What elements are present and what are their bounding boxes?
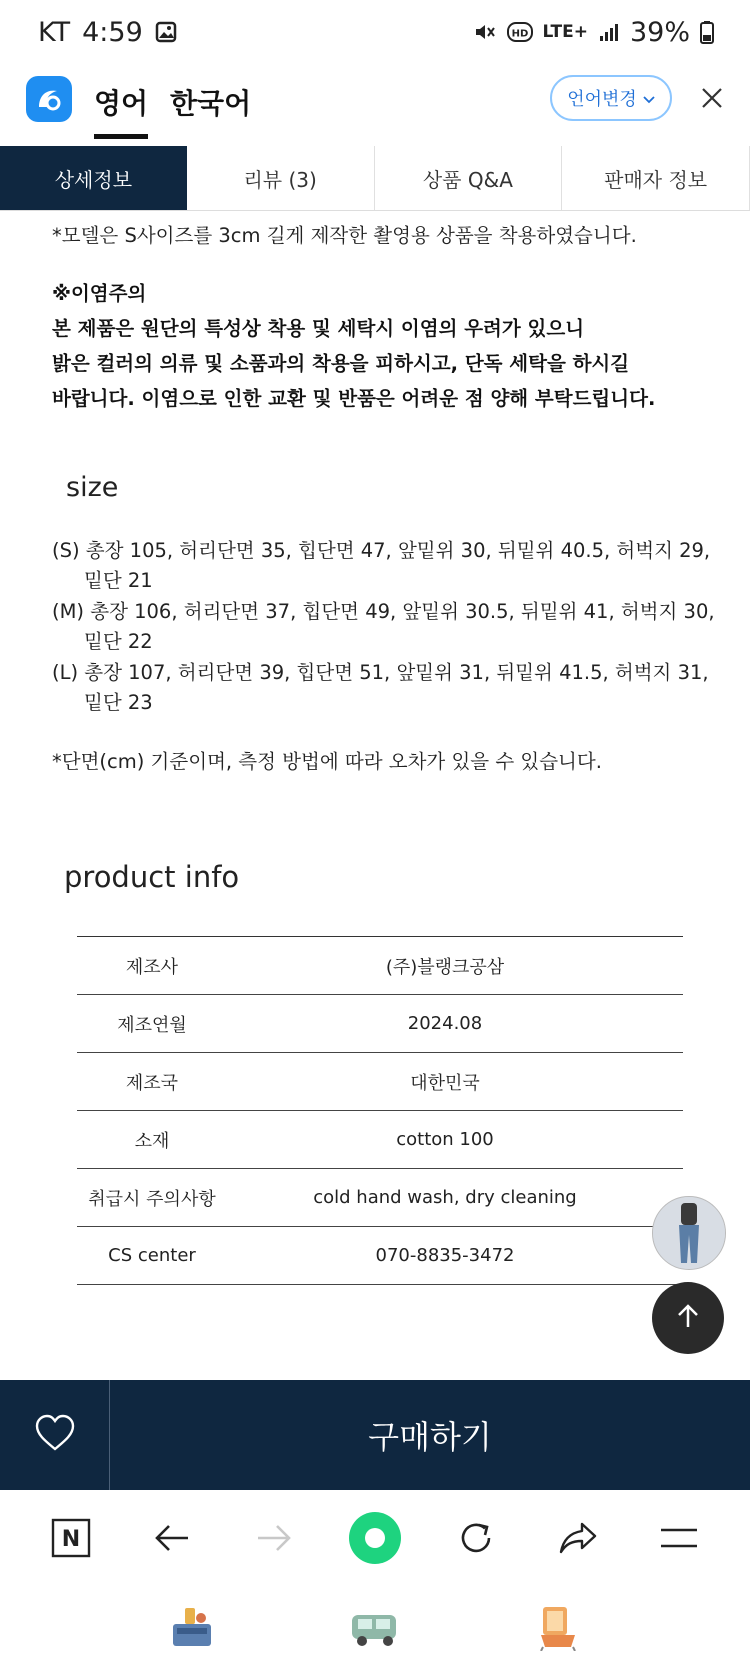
size-row-s-cont: 밑단 21 xyxy=(84,569,153,592)
chevron-down-icon xyxy=(643,88,655,109)
size-note: *단면(cm) 기준이며, 측정 방법에 따라 오차가 있을 수 있습니다. xyxy=(52,750,602,773)
table-row xyxy=(77,1111,683,1169)
mute-icon xyxy=(473,20,497,44)
scroll-top-button[interactable] xyxy=(652,1282,724,1354)
truck-app-icon[interactable] xyxy=(347,1599,403,1655)
info-value: 2024.08 xyxy=(407,1013,483,1034)
battery-icon xyxy=(700,20,714,44)
size-title: size xyxy=(66,472,119,503)
status-bar xyxy=(0,0,750,64)
info-value: 대한민국 xyxy=(410,1072,480,1094)
back-icon[interactable] xyxy=(142,1508,202,1568)
arrow-up-icon xyxy=(673,1301,703,1335)
warning-line: 바랍니다. 이염으로 인한 교환 및 반품은 어려운 점 양해 부탁드립니다. xyxy=(52,387,656,410)
language-change-button[interactable] xyxy=(550,75,672,121)
refresh-icon[interactable] xyxy=(446,1508,506,1568)
heart-icon xyxy=(34,1414,76,1456)
size-row-m: (M) 총장 106, 허리단면 37, 힙단면 49, 앞밑위 30.5, 뒤밑위 41, 허벅지 30, xyxy=(52,600,715,623)
size-row-l-cont: 밑단 23 xyxy=(84,691,153,714)
table-row xyxy=(77,995,683,1053)
purchase-bar xyxy=(0,1380,750,1490)
tab-qna[interactable]: 상품 Q&A xyxy=(375,146,563,210)
size-row-l: (L) 총장 107, 허리단면 39, 힙단면 51, 앞밑위 31, 뒤밑위 41.5, 허벅지 31, xyxy=(52,661,709,684)
app-header xyxy=(0,64,750,144)
shelf-app-icon[interactable] xyxy=(164,1599,220,1655)
share-icon[interactable] xyxy=(548,1508,608,1568)
info-value: (주)블랭크공삼 xyxy=(385,956,505,978)
buy-button[interactable]: 구매하기 xyxy=(368,1418,492,1456)
warning-title: ※이염주의 xyxy=(52,282,147,305)
app-logo-icon[interactable] xyxy=(26,76,72,122)
menu-icon[interactable] xyxy=(649,1508,709,1568)
close-icon[interactable] xyxy=(696,82,728,114)
svg-text:N: N xyxy=(61,1527,80,1552)
tab-seller-info[interactable]: 판매자 정보 xyxy=(562,146,750,210)
info-key: 제조국 xyxy=(125,1072,179,1094)
model-note: *모델은 S사이즈를 3cm 길게 제작한 촬영용 상품을 착용하였습니다. xyxy=(52,224,637,247)
warning-line: 밝은 컬러의 의류 및 소품과의 착용을 피하시고, 단독 세탁을 하시길 xyxy=(52,352,630,375)
table-row xyxy=(77,1053,683,1111)
product-tabs xyxy=(0,146,750,211)
info-value: cotton 100 xyxy=(396,1129,494,1150)
forward-icon[interactable] xyxy=(244,1508,304,1568)
browser-nav-bar xyxy=(0,1490,750,1586)
language-change-label: 언어변경 xyxy=(567,89,637,110)
info-key: 소재 xyxy=(134,1130,170,1152)
chair-app-icon[interactable] xyxy=(530,1599,586,1655)
info-key: 취급시 주의사항 xyxy=(88,1188,216,1210)
lang-tab-english[interactable]: 영어 xyxy=(94,82,148,122)
info-key: 제조연월 xyxy=(117,1014,187,1036)
recent-product-thumbnail[interactable] xyxy=(652,1196,726,1270)
product-info-title: product info xyxy=(64,860,240,894)
tab-detail[interactable]: 상세정보 xyxy=(0,146,187,210)
info-key: CS center xyxy=(108,1245,196,1266)
app-shortcuts xyxy=(0,1586,750,1667)
home-dot-icon[interactable] xyxy=(345,1508,405,1568)
gallery-icon xyxy=(155,21,177,43)
info-value: 070-8835-3472 xyxy=(375,1245,515,1266)
info-value: cold hand wash, dry cleaning xyxy=(313,1187,577,1208)
table-row xyxy=(77,1227,683,1285)
table-row xyxy=(77,937,683,995)
lang-tab-korean[interactable]: 한국어 xyxy=(170,87,252,120)
info-key: 제조사 xyxy=(125,956,179,978)
signal-icon xyxy=(598,21,620,43)
size-row-m-cont: 밑단 22 xyxy=(84,630,153,653)
tab-review[interactable]: 리뷰 (3) xyxy=(187,146,375,210)
table-row xyxy=(77,1169,683,1227)
product-info-table xyxy=(77,936,683,1285)
svg-text:HD: HD xyxy=(511,28,528,40)
n-icon[interactable] xyxy=(41,1508,101,1568)
carrier-label: KT xyxy=(38,16,71,48)
size-row-s: (S) 총장 105, 허리단면 35, 힙단면 47, 앞밑위 30, 뒤밑위 40.5, 허벅지 29, xyxy=(52,539,711,562)
clock: 4:59 xyxy=(82,16,143,48)
warning-line: 본 제품은 원단의 특성상 착용 및 세탁시 이염의 우려가 있으니 xyxy=(52,317,585,340)
wishlist-button[interactable] xyxy=(0,1380,110,1490)
network-label: LTE+ xyxy=(542,22,588,42)
battery-percent: 39% xyxy=(629,16,690,48)
hd-icon xyxy=(507,22,533,42)
